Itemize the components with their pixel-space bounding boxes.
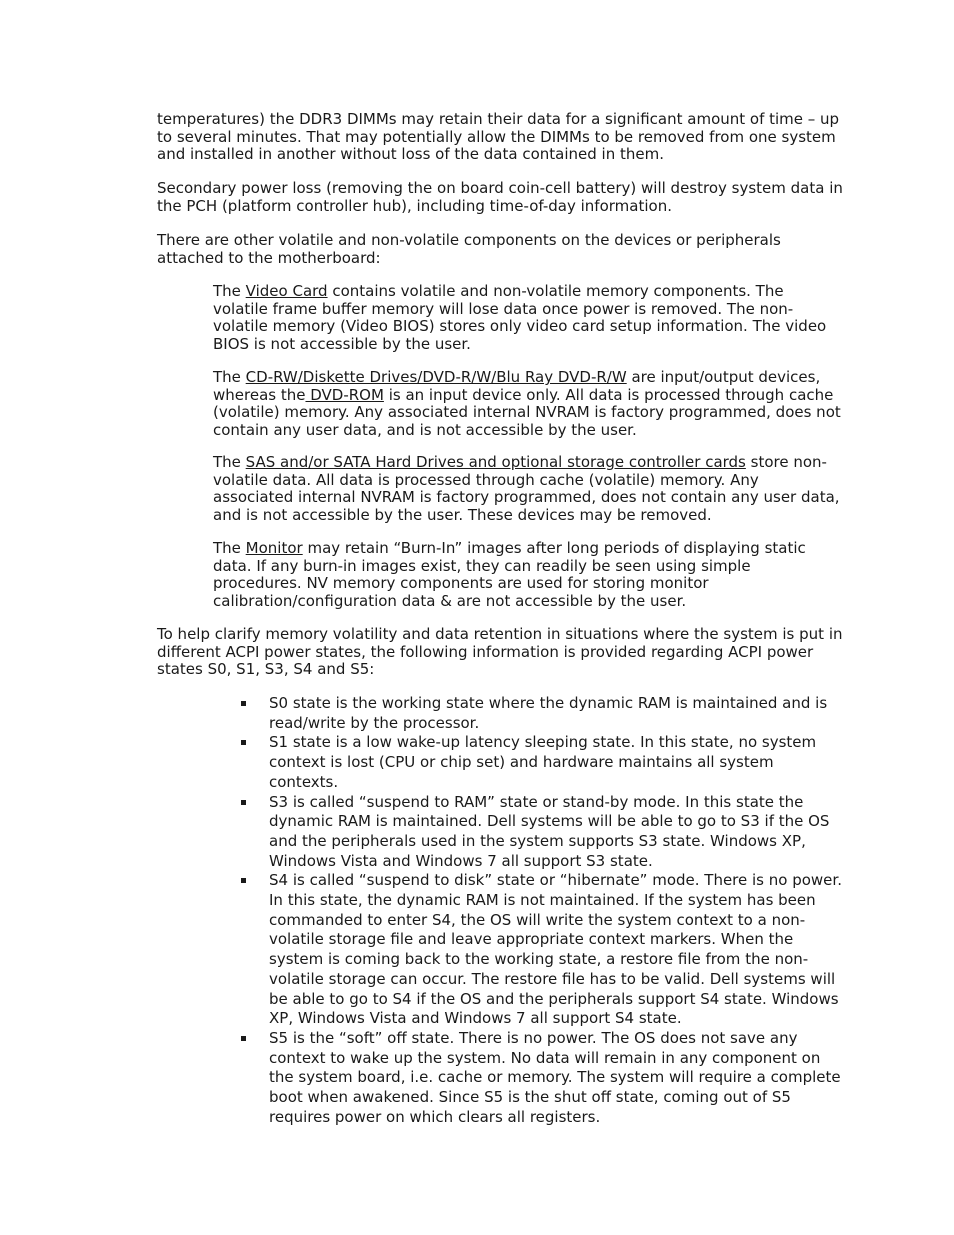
bullet-square-icon <box>241 740 246 745</box>
paragraph-video-card: The Video Card contains volatile and non-volatile memory components. The volatile frame buffer memory will lose data once power is removed. The non-volatile memory (Video BIOS) stores only video card setup information. The video BIOS is not accessible by the user. <box>213 282 827 353</box>
acpi-states-list <box>240 694 846 1127</box>
list-item: S5 is the “soft” off state. There is no power. The OS does not save any context to wake up the system. No data will remain in any component on the system board, i.e. cache or memory. The system will require a complete boot when awakened. Since S5 is the shut off state, coming out of S5 requires power on which clears all registers. <box>240 1029 846 1128</box>
paragraph-other-components: There are other volatile and non-volatile components on the devices or peripherals attached to the motherboard: <box>157 231 781 267</box>
paragraph-secondary-power-loss: Secondary power loss (removing the on board coin-cell battery) will destroy system data in the PCH (platform controller hub), including time-of-day information. <box>157 179 843 215</box>
paragraph-acpi-intro: To help clarify memory volatility and data retention in situations where the system is put in different ACPI power states, the following information is provided regarding ACPI power states S0, S1, S3, S4 and S5: <box>157 625 843 678</box>
dvd-rom-term: DVD-ROM <box>305 385 384 404</box>
optical-drives-term: CD-RW/Diskette Drives/DVD-R/W/Blu Ray DVD-R/W <box>245 368 627 386</box>
hard-drives-term: SAS and/or SATA Hard Drives and optional storage controller cards <box>245 453 746 471</box>
list-item: S3 is called “suspend to RAM” state or stand-by mode. In this state the dynamic RAM is maintained. Dell systems will be able to go to S3 if the OS and the peripherals used in the system supports S3 state. Windows XP, Windows Vista and Windows 7 all support S3 state. <box>240 793 846 872</box>
bullet-square-icon <box>241 800 246 805</box>
paragraph-hard-drives: The SAS and/or SATA Hard Drives and optional storage controller cards store non-volatile data. All data is processed through cache (volatile) memory. Any associated internal NVRAM is factory programmed, does not contain any user data, and is not accessible by the user. These devices may be removed. <box>213 453 840 524</box>
bullet-square-icon <box>241 701 246 706</box>
paragraph-monitor: The Monitor may retain “Burn-In” images after long periods of displaying static data. If any burn-in images exist, they can readily be seen using simple procedures. NV memory components are used for storing monitor calibration/configuration data & are not accessible by the user. <box>213 539 806 610</box>
bullet-square-icon <box>241 1036 246 1041</box>
list-item: S4 is called “suspend to disk” state or “hibernate” mode. There is no power. In this state, the dynamic RAM is not maintained. If the system has been commanded to enter S4, the OS will write the system context to a non-volatile storage file and leave appropriate context markers. When the system is coming back to the working state, a restore file from the non-volatile storage can occur. The restore file has to be valid. Dell systems will be able to go to S4 if the OS and the peripherals support S4 state. Windows XP, Windows Vista and Windows 7 all support S4 state. <box>240 871 846 1029</box>
monitor-term: Monitor <box>245 539 303 557</box>
paragraph-optical-drives: The CD-RW/Diskette Drives/DVD-R/W/Blu Ray DVD-R/W are input/output devices, whereas the DVD-ROM is an input device only. All data is processed through cache (volatile) memory. Any associated internal NVRAM is factory programmed, does not contain any user data, and is not accessible by the user. <box>213 368 841 439</box>
video-card-term: Video Card <box>245 282 328 300</box>
bullet-square-icon <box>241 878 246 883</box>
list-item: S1 state is a low wake-up latency sleeping state. In this state, no system context is lost (CPU or chip set) and hardware maintains all system contexts. <box>240 733 846 792</box>
list-item: S0 state is the working state where the dynamic RAM is maintained and is read/write by the processor. <box>240 694 846 733</box>
paragraph-dimm-retention: temperatures) the DDR3 DIMMs may retain their data for a significant amount of time – up to several minutes. That may potentially allow the DIMMs to be removed from one system and installed in another without loss of the data contained in them. <box>157 110 840 163</box>
